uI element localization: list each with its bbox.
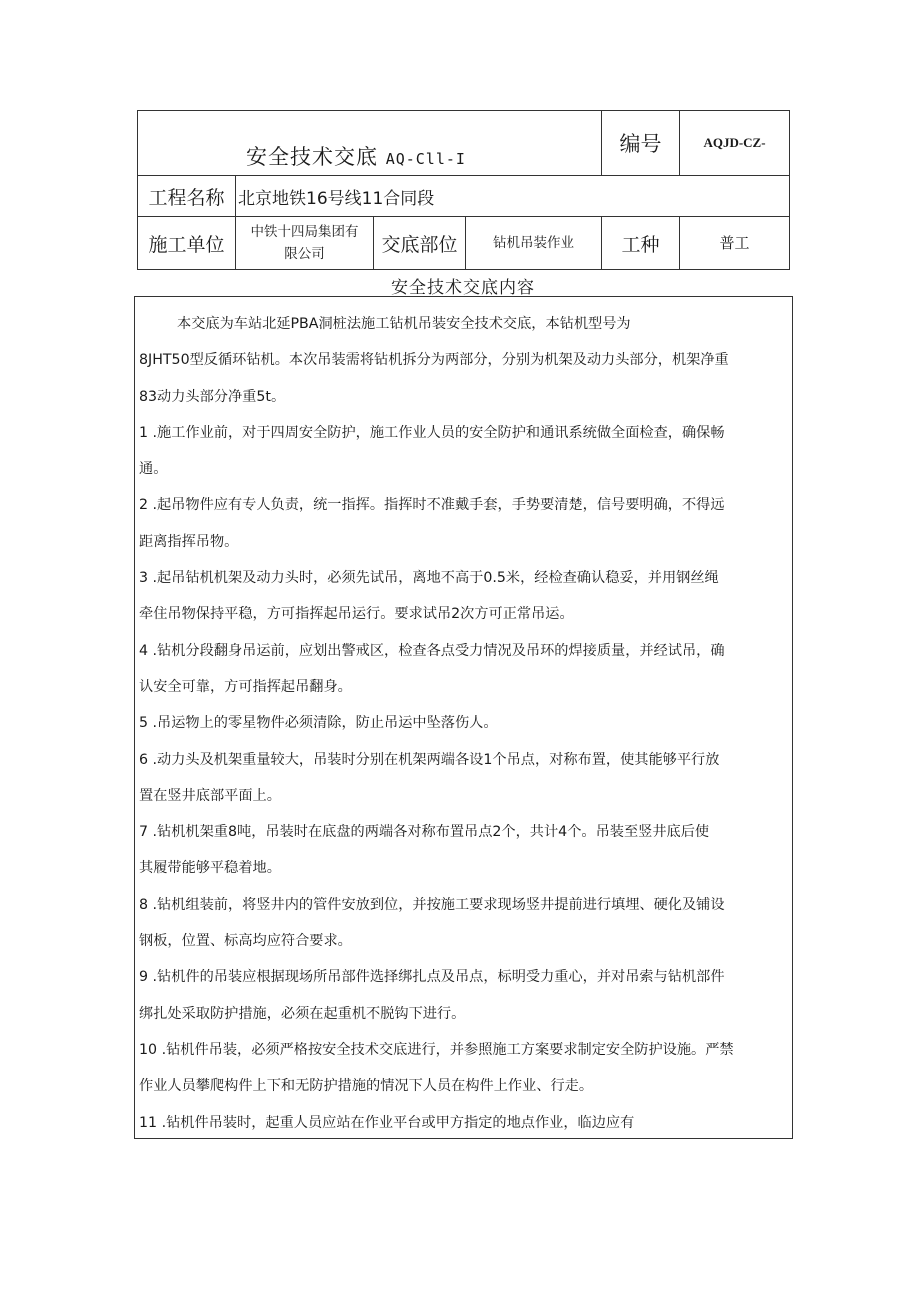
content-line: 4 .钻机分段翻身吊运前，应划出警戒区，检查各点受力情况及吊环的焊接质量，并经试吊，确 [139,642,725,659]
content-line: 7 .钻机机架重8吨，吊装时在底盘的两端各对称布置吊点2个，共计4个。吊装至竖井底后使 [139,824,710,841]
content-lines [139,313,789,1148]
content-line: 本交底为车站北延PBA洞桩法施工钻机吊装安全技术交底，本钻机型号为 [177,316,631,332]
content-line: 通。 [139,461,168,478]
content-line: 9 .钻机件的吊装应根据现场所吊部件选择绑扎点及吊点，标明受力重心，并对吊索与钻机部件 [139,969,725,986]
content-title: 安全技术交底内容 [391,278,535,298]
content-box [134,296,793,1139]
content-line: 钢板，位置、标高均应符合要求。 [139,933,352,950]
disclosure-part-value: 钻机吊装作业 [466,217,602,270]
content-line: 认安全可靠，方可指挥起吊翻身。 [139,678,352,695]
construction-unit-label: 施工单位 [138,217,236,270]
disclosure-part-label: 交底部位 [374,217,466,270]
content-line: 8 .钻机组装前，将竖井内的管件安放到位，并按施工要求现场竖井提前进行填埋、硬化及铺设 [139,896,725,913]
content-line: 距离指挥吊物。 [139,533,239,550]
content-line: 作业人员攀爬构件上下和无防护措施的情况下人员在构件上作业、行走。 [139,1078,594,1095]
content-line: 11 .钻机件吊装时，起重人员应站在作业平台或甲方指定的地点作业，临边应有 [139,1114,635,1131]
project-name-value: 北京地铁16号线11合同段 [236,176,790,217]
document-title-code: AQ-Cll-I [385,150,466,168]
content-line: 其履带能够平稳着地。 [139,860,281,877]
document-title: 安全技术交底 AQ-Cll-I [246,145,466,169]
number-value: AQJD-CZ- [680,111,790,176]
construction-unit-line-2: 限公司 [284,246,325,262]
project-name-label: 工程名称 [138,176,236,217]
content-line: 2 .起吊物件应有专人负责，统一指挥。指挥时不准戴手套，手势要清楚，信号要明确，不得远 [139,497,725,514]
content-line: 置在竖井底部平面上。 [139,787,281,804]
content-line: 1 .施工作业前，对于四周安全防护，施工作业人员的安全防护和通讯系统做全面检查，确保畅 [139,424,725,441]
header-table [137,110,790,270]
content-line: 牵住吊物保持平稳，方可指挥起吊运行。要求试吊2次方可正常吊运。 [139,606,574,623]
content-line: 10 .钻机件吊装，必须严格按安全技术交底进行，并参照施工方案要求制定安全防护设施。严禁 [139,1041,734,1058]
content-line: 83动力头部分净重5t。 [139,388,286,405]
content-line: 6 .动力头及机架重量较大，吊装时分别在机架两端各设1个吊点，对称布置，使其能够平行放 [139,751,720,768]
content-line: 5 .吊运物上的零星物件必须清除，防止吊运中坠落伤人。 [139,715,498,732]
content-line: 绑扎处采取防护措施，必须在起重机不脱钩下进行。 [139,1005,466,1022]
title-cell [138,111,602,176]
number-label: 编号 [602,111,680,176]
construction-unit-value [236,217,374,270]
trade-value: 普工 [680,217,790,270]
construction-unit-line-1: 中铁十四局集团有 [250,224,359,240]
content-line: 3 .起吊钻机机架及动力头时，必须先试吊，离地不高于0.5米，经检查确认稳妥，并用钢丝绳 [139,570,719,587]
content-line: 8JHT50型反循环钻机。本次吊装需将钻机拆分为两部分，分别为机架及动力头部分，机架净重 [139,352,729,369]
trade-label: 工种 [602,217,680,270]
